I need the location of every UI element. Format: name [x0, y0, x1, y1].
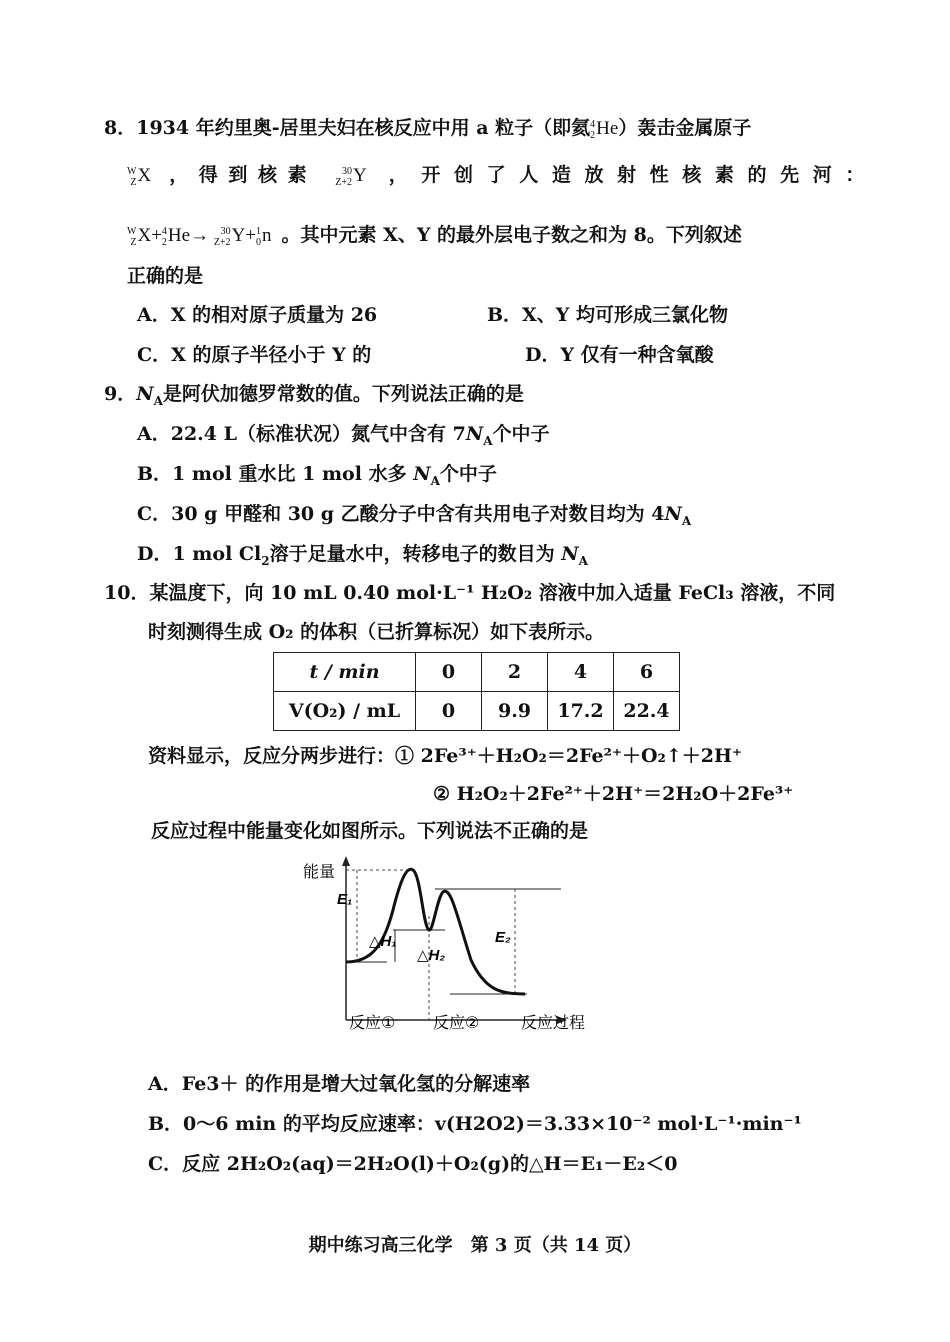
q8-line4: 正确的是 [127, 265, 204, 287]
page-footer: 期中练习高三化学 第 3 页（共 14 页） [308, 1235, 642, 1256]
energy-label: 能量 [303, 864, 336, 881]
x-label-step1: 反应① [349, 1015, 396, 1032]
q8-line1 [104, 115, 751, 142]
x-label-process: 反应过程 [521, 1015, 586, 1032]
e1-label: E₁ [337, 891, 353, 908]
q10-line2: 时刻测得生成 O₂ 的体积（已折算标况）如下表所示。 [148, 621, 605, 643]
dh1-label: △H₁ [369, 933, 397, 950]
q8-text-1: 1934 年约里奥-居里夫妇在核反应中用 a 粒子（即氦 [136, 117, 591, 139]
q10-option-c[interactable]: C．反应 2H₂O₂(aq)＝2H₂O(l)＋O₂(g)的△H＝E₁－E₂＜0 [148, 1153, 678, 1175]
table-cell: 0 [416, 692, 482, 731]
x-nuclide: W Z X [127, 165, 152, 188]
q8-text-1-end: ）轰击金属原子 [618, 117, 752, 139]
q10-info-1: 资料显示，反应分两步进行：① 2Fe³⁺＋H₂O₂＝2Fe²⁺＋O₂↑＋2H⁺ [148, 745, 742, 767]
q9-option-b[interactable]: B．1 mol 重水比 1 mol 水多 $N_A$个中子 [137, 463, 497, 488]
q8-text-2b: ， 开 创 了 人 造 放 射 性 核 素 的 先 河 ： [388, 164, 868, 186]
table-cell: 0 [416, 653, 482, 692]
y-axis-arrow-icon [342, 856, 350, 866]
q9-stem: 9．$N_A$是阿伏加德罗常数的值。下列说法正确的是 [104, 383, 524, 408]
table-row [274, 692, 680, 731]
table-cell: 4 [548, 653, 614, 692]
table-cell: 6 [614, 653, 680, 692]
q10-option-b[interactable]: B．0～6 min 的平均反应速率：v(H2O2)＝3.33×10⁻² mol·L⁻¹·min⁻¹ [148, 1113, 802, 1135]
table-header-time: t / min [274, 653, 416, 692]
q8-text-2a: ， 得 到 核 素 [169, 164, 309, 186]
nuclear-equation: W Z X+ 4 2 He→ 30 Z+2 Y+ 1 0 n [127, 225, 272, 248]
q8-line2 [127, 162, 868, 189]
q10-line1: 10．某温度下，向 10 mL 0.40 mol·L⁻¹ H₂O₂ 溶液中加入适量 FeCl₃ 溶液，不同 [104, 582, 836, 604]
q9-option-c[interactable]: C．30 g 甲醛和 30 g 乙酸分子中含有共用电子对数目均为 $4N_A$ [137, 503, 692, 528]
helium-nuclide: 4 2 He [590, 118, 619, 141]
q10-info-3: 反应过程中能量变化如图所示。下列说法不正确的是 [151, 820, 589, 842]
oxygen-volume-table [273, 652, 680, 731]
x-label-step2: 反应② [433, 1015, 480, 1032]
q8-text-3: 。其中元素 X、Y 的最外层电子数之和为 8。下列叙述 [281, 224, 742, 246]
table-row [274, 653, 680, 692]
table-cell: 22.4 [614, 692, 680, 731]
q8-option-b[interactable]: B．X、Y 均可形成三氯化物 [487, 304, 728, 326]
q9-option-d[interactable]: D．1 mol $Cl_2$溶于足量水中，转移电子的数目为 $N_A$ [137, 543, 588, 568]
q8-line3 [127, 222, 742, 249]
table-cell: 2 [482, 653, 548, 692]
table-cell: 9.9 [482, 692, 548, 731]
q10-info-2: ② H₂O₂＋2Fe²⁺＋2H⁺＝2H₂O＋2Fe³⁺ [433, 783, 794, 805]
q8-option-d[interactable]: D．Y 仅有一种含氧酸 [525, 344, 714, 366]
dh2-label: △H₂ [417, 947, 446, 964]
q10-option-a[interactable]: A．Fe3＋ 的作用是增大过氧化氢的分解速率 [148, 1073, 531, 1095]
q8-option-a[interactable]: A．X 的相对原子质量为 26 [137, 304, 378, 326]
energy-diagram [295, 852, 615, 1042]
q8-option-c[interactable]: C．X 的原子半径小于 Y 的 [137, 344, 372, 366]
e2-label: E₂ [495, 929, 511, 946]
y-nuclide: 30 Z+2 Y [335, 165, 367, 188]
table-header-volume: V(O₂) / mL [274, 692, 416, 731]
q9-option-a[interactable]: A．22.4 L（标准状况）氮气中含有 $7N_A$个中子 [137, 423, 550, 448]
q8-number: 8． [104, 117, 137, 139]
table-cell: 17.2 [548, 692, 614, 731]
